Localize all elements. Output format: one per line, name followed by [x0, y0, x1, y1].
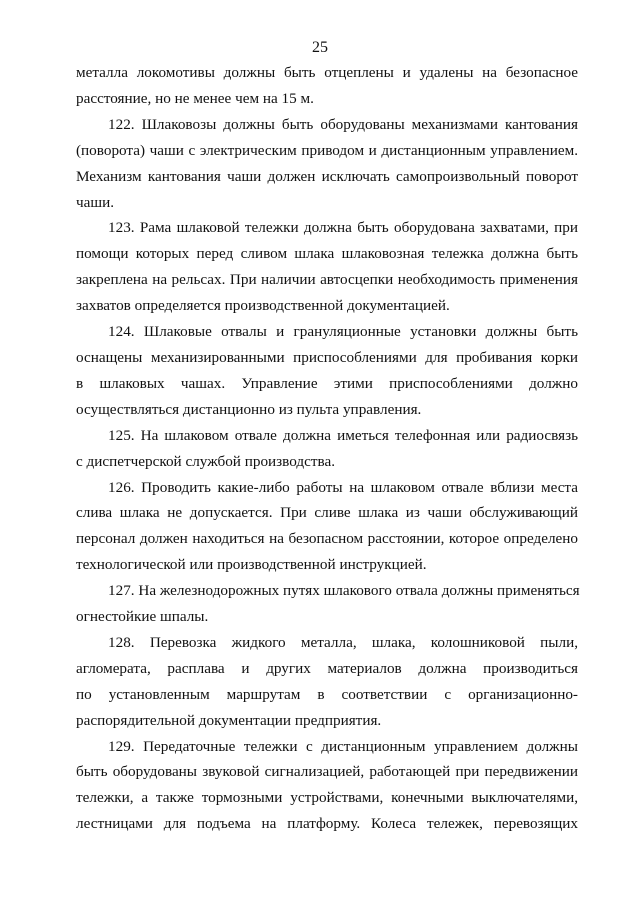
- text-line: распорядительной документации предприятия.: [76, 711, 382, 729]
- paragraph: [76, 60, 578, 112]
- text-line: 125. На шлаковом отвале должна иметься телефонная или радиосвязь: [108, 426, 578, 444]
- text-line: лестницами для подъема на платформу. Колеса тележек, перевозящих: [76, 815, 578, 833]
- text-line: чаши.: [76, 193, 114, 211]
- text-line: захватов определяется производственной документацией.: [76, 297, 450, 315]
- text-line: расстояние, но не менее чем на 15 м.: [76, 89, 314, 107]
- paragraph: [76, 112, 578, 216]
- text-line: в шлаковых чашах. Управление этими приспособлениями должно: [76, 374, 578, 392]
- text-line: 127. На железнодорожных путях шлакового отвала должны применяться: [108, 582, 580, 600]
- text-line: оснащены механизированными приспособлениями для пробивания корки: [76, 348, 578, 366]
- text-line: быть оборудованы звуковой сигнализацией, работающей при передвижении: [76, 763, 578, 781]
- text-line: 129. Передаточные тележки с дистанционным управлением должны: [108, 737, 578, 755]
- text-line: 124. Шлаковые отвалы и грануляционные установки должны быть: [108, 323, 578, 341]
- paragraph: [76, 475, 578, 579]
- paragraph: [76, 734, 578, 838]
- document-body: [76, 60, 578, 837]
- paragraph: [76, 630, 578, 734]
- text-line: помощи которых перед сливом шлака шлаковозная тележка должна быть: [76, 245, 578, 263]
- text-line: 122. Шлаковозы должны быть оборудованы механизмами кантования: [108, 115, 578, 133]
- text-line: агломерата, расплава и других материалов должна производиться: [76, 659, 578, 677]
- text-line: Механизм кантования чаши должен исключать самопроизвольный поворот: [76, 167, 578, 185]
- text-line: персонал должен находиться на безопасном расстоянии, которое определено: [76, 530, 578, 548]
- text-line: металла локомотивы должны быть отцеплены и удалены на безопасное: [76, 64, 578, 81]
- text-line: с диспетчерской службой производства.: [76, 452, 336, 470]
- page-number: 25: [312, 39, 328, 56]
- text-line: технологической или производственной инструкцией.: [76, 556, 427, 574]
- text-line: огнестойкие шпалы.: [76, 608, 209, 626]
- text-line: тележки, а также тормозными устройствами, конечными выключателями,: [76, 789, 578, 807]
- paragraph: [76, 215, 578, 319]
- paragraph: [76, 319, 578, 423]
- text-line: закреплена на рельсах. При наличии автосцепки необходимость применения: [76, 271, 578, 289]
- text-line: по установленным маршрутам в соответствии с организационно-: [76, 685, 578, 703]
- text-line: осуществляться дистанционно из пульта управления.: [76, 400, 422, 418]
- paragraph: [76, 423, 578, 475]
- paragraph: [76, 578, 578, 630]
- text-line: (поворота) чаши с электрическим приводом и дистанционным управлением.: [76, 141, 578, 159]
- text-line: 126. Проводить какие-либо работы на шлаковом отвале вблизи места: [108, 478, 578, 496]
- text-line: 123. Рама шлаковой тележки должна быть оборудована захватами, при: [108, 219, 578, 237]
- text-line: слива шлака не допускается. При сливе шлака из чаши обслуживающий: [76, 504, 578, 522]
- text-line: 128. Перевозка жидкого металла, шлака, колошниковой пыли,: [108, 633, 578, 651]
